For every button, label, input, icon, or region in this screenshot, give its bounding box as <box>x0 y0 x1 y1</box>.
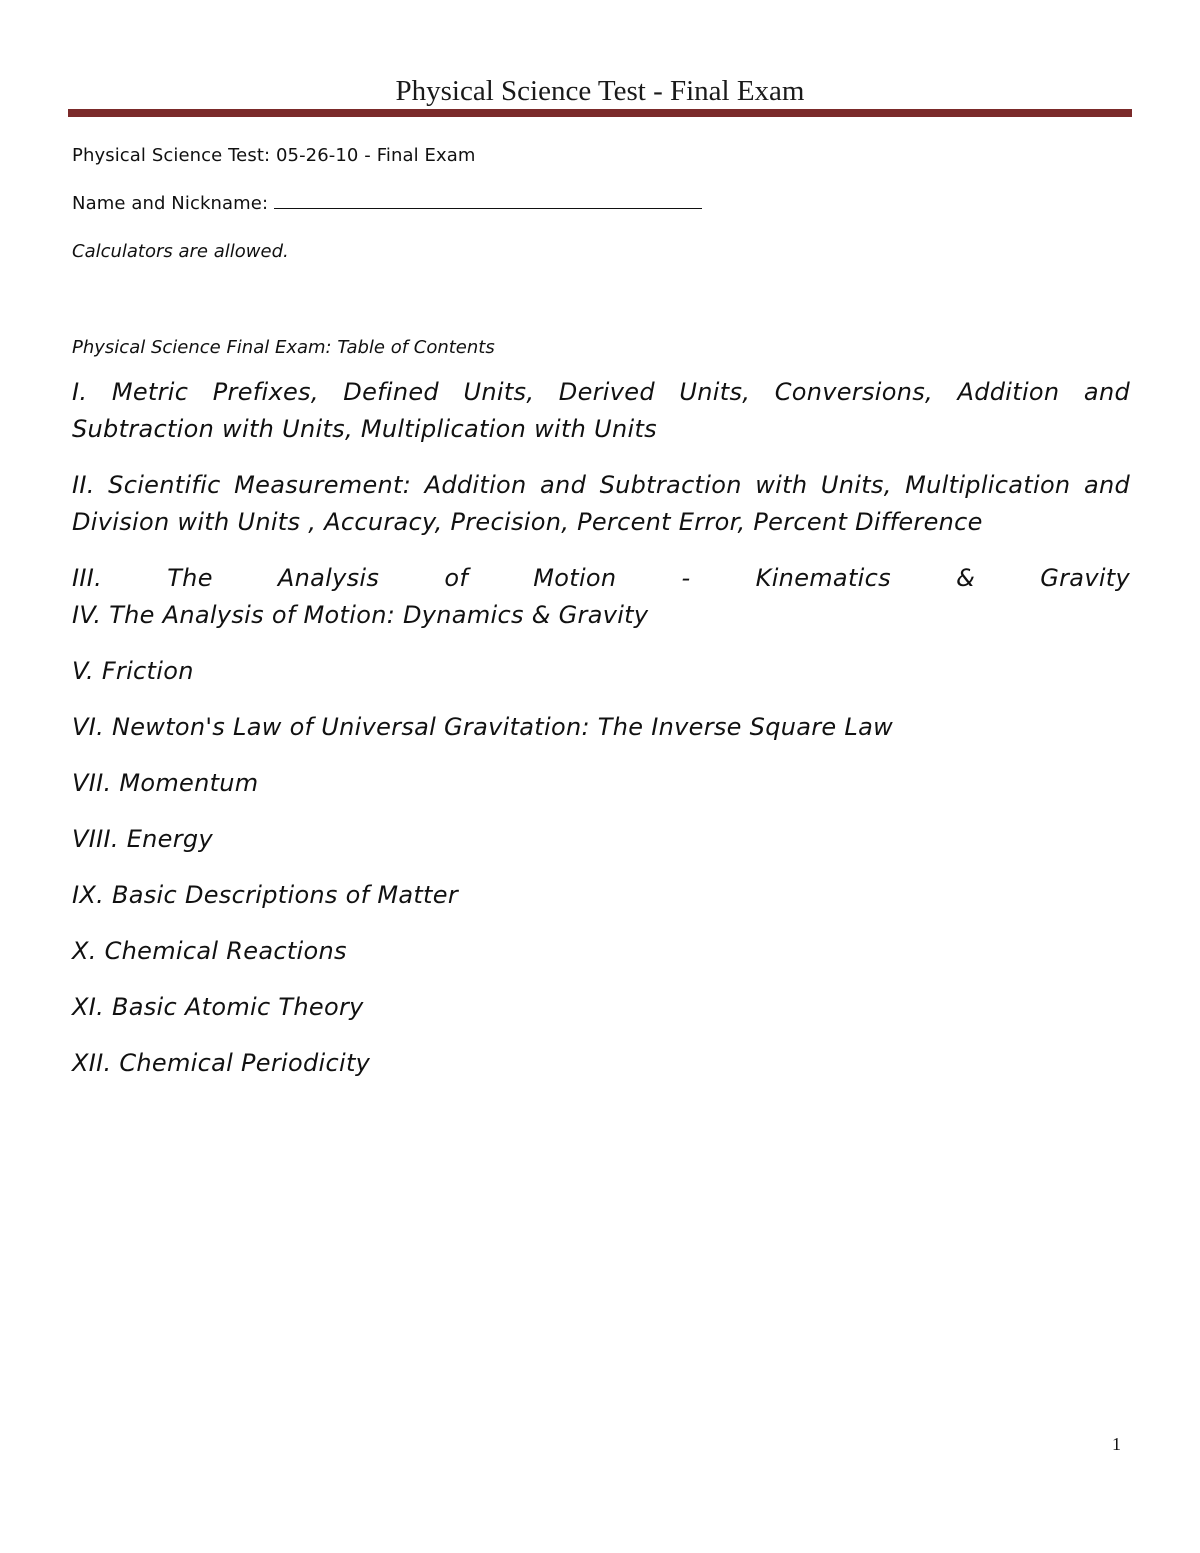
toc-item-5: V. Friction <box>72 657 194 685</box>
name-label: Name and Nickname: <box>72 193 269 214</box>
test-date-line: Physical Science Test: 05-26-10 - Final Exam <box>72 145 476 166</box>
page-title: Physical Science Test - Final Exam <box>395 75 805 107</box>
toc-item-1: I. Metric Prefixes, Defined Units, Derived Units, Conversions, Addition and Subtraction with Units, Multiplication with Units <box>72 378 1130 443</box>
toc-list <box>72 374 1130 1082</box>
toc-item-12: XII. Chemical Periodicity <box>72 1049 371 1077</box>
page-number: 1 <box>1112 1434 1121 1454</box>
toc-item-11: XI. Basic Atomic Theory <box>72 993 364 1021</box>
toc-item-4: IV. The Analysis of Motion: Dynamics & Gravity <box>72 601 649 629</box>
toc-heading: Physical Science Final Exam: Table of Contents <box>72 337 495 358</box>
header-divider <box>68 109 1132 117</box>
toc-item-8: VIII. Energy <box>72 825 213 853</box>
calculator-note: Calculators are allowed. <box>72 241 289 262</box>
toc-item-3: III. The Analysis of Motion - Kinematics & Gravity <box>72 564 1130 592</box>
document-body <box>72 142 1130 1101</box>
toc-item-7: VII. Momentum <box>72 769 259 797</box>
toc-item-6: VI. Newton's Law of Universal Gravitation: The Inverse Square Law <box>72 713 894 741</box>
toc-item-10: X. Chemical Reactions <box>72 937 347 965</box>
toc-item-9: IX. Basic Descriptions of Matter <box>72 881 458 909</box>
toc-item-2: II. Scientific Measurement: Addition and Subtraction with Units, Multiplication and Division with Units , Accuracy, Precision, Percent Error, Percent Difference <box>72 471 1130 536</box>
name-blank[interactable] <box>274 192 702 209</box>
name-line <box>72 190 1130 218</box>
